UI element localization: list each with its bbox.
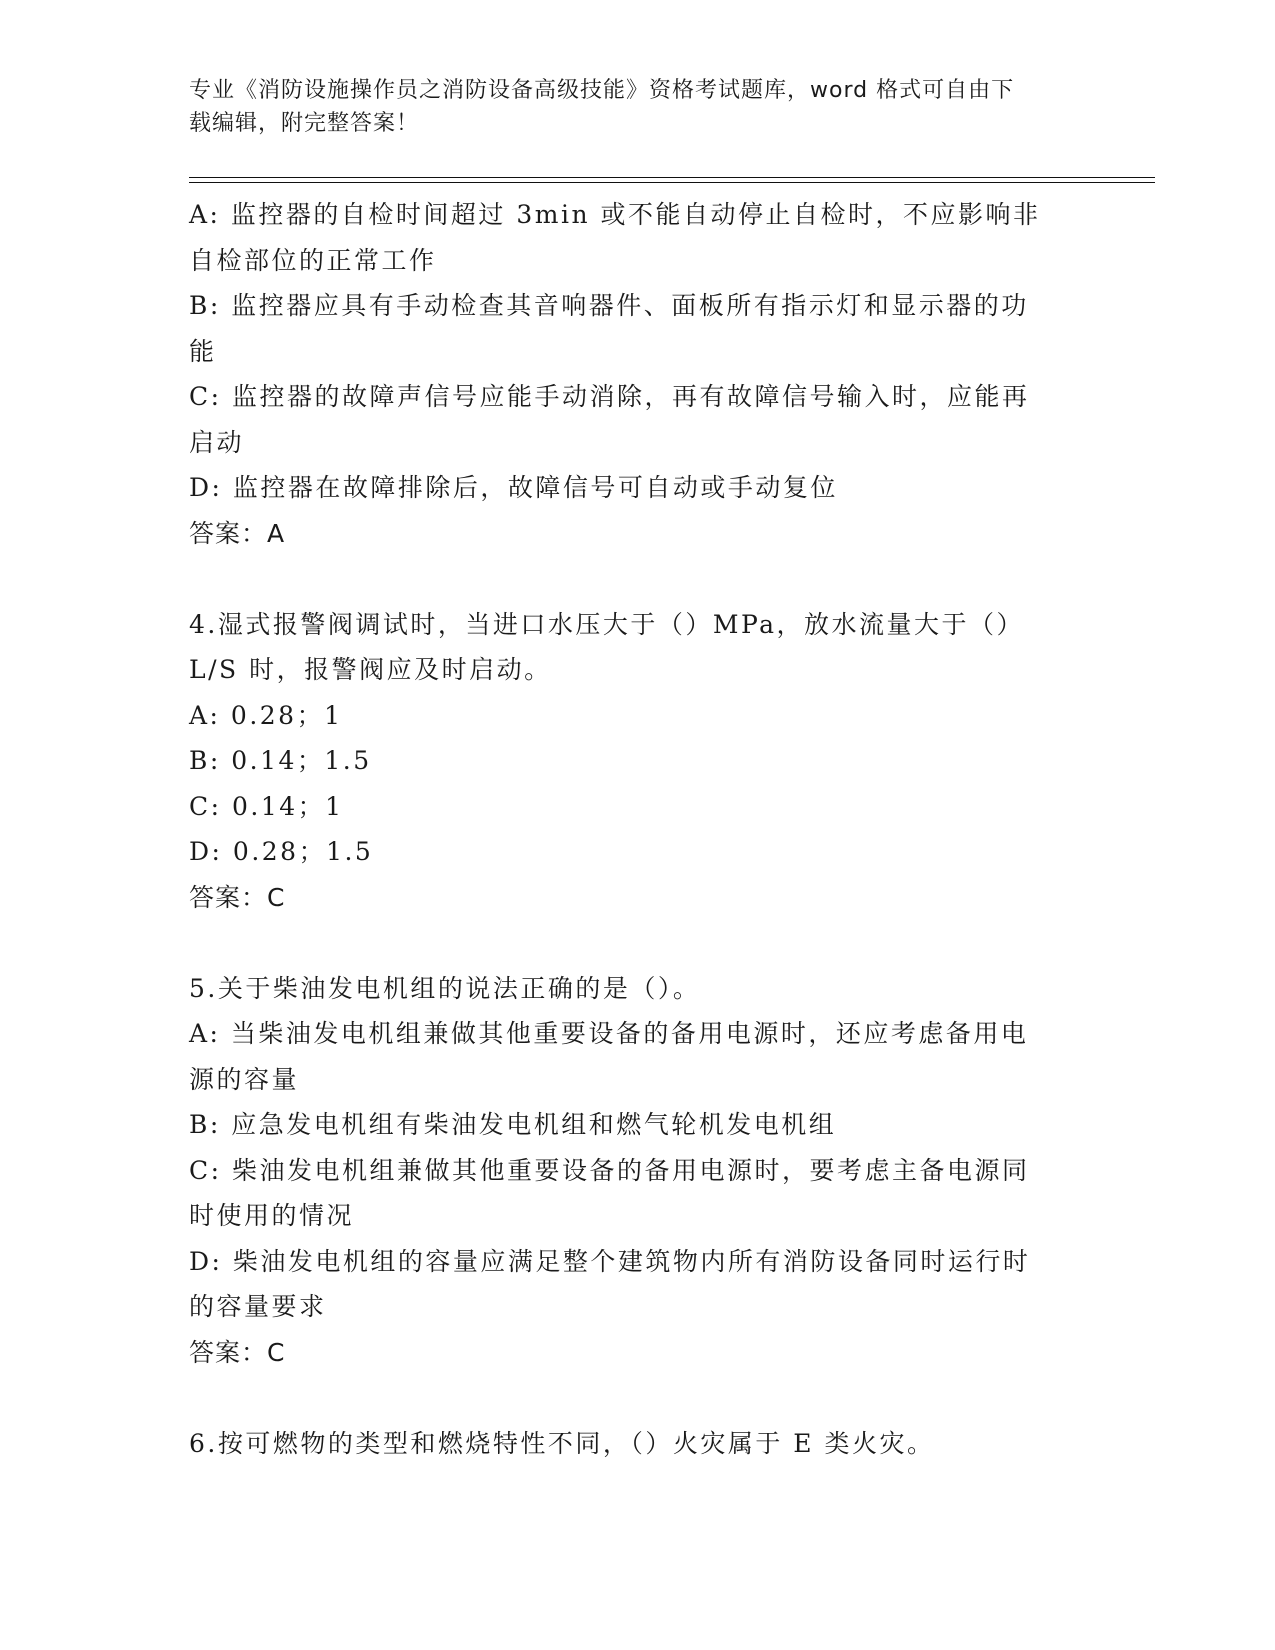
option-d: D: 监控器在故障排除后，故障信号可自动或手动复位	[189, 473, 838, 502]
option-d-line-1: D: 柴油发电机组的容量应满足整个建筑物内所有消防设备同时运行时	[189, 1246, 1031, 1276]
question-body	[189, 192, 1089, 1466]
option-a-line-1: A: 当柴油发电机组兼做其他重要设备的备用电源时，还应考虑备用电	[189, 1019, 1029, 1048]
option-a-line-2: 源的容量	[189, 1064, 300, 1094]
option-c: C: 0.14；1	[189, 791, 344, 821]
document-header	[189, 74, 1089, 140]
option-b: B: 应急发电机组有柴油发电机组和燃气轮机发电机组	[189, 1110, 837, 1139]
option-c-line-1: C: 监控器的故障声信号应能手动消除，再有故障信号输入时，应能再	[189, 382, 1030, 411]
question-5	[189, 966, 1089, 1376]
option-c-line-1: C: 柴油发电机组兼做其他重要设备的备用电源时，要考虑主备电源同	[189, 1155, 1030, 1185]
option-c-line-2: 启动	[189, 427, 245, 457]
question-6	[189, 1421, 1089, 1467]
option-b-line-1: B: 监控器应具有手动检查其音响器件、面板所有指示灯和显示器的功	[189, 291, 1029, 320]
header-line-2: 载编辑，附完整答案！	[189, 111, 420, 136]
answer-label: 答案：C	[189, 882, 286, 912]
question-4	[189, 602, 1089, 921]
answer-label: 答案：C	[189, 1337, 286, 1367]
question-3-options	[189, 192, 1089, 556]
option-d: D: 0.28；1.5	[189, 837, 374, 866]
header-line-1: 专业《消防设施操作员之消防设备高级技能》资格考试题库，word 格式可自由下	[189, 78, 1015, 103]
question-stem-line-2: L/S 时，报警阀应及时启动。	[189, 655, 552, 684]
question-spacer	[189, 920, 1089, 966]
option-b-line-2: 能	[189, 336, 217, 366]
option-c-line-2: 时使用的情况	[189, 1201, 355, 1230]
option-a: A: 0.28；1	[189, 700, 343, 730]
question-stem-line-1: 4.湿式报警阀调试时，当进口水压大于（）MPa，放水流量大于（）	[189, 609, 1025, 639]
question-spacer	[189, 556, 1089, 602]
option-a-line-2: 自检部位的正常工作	[189, 245, 437, 275]
question-spacer	[189, 1375, 1089, 1421]
question-stem: 5.关于柴油发电机组的说法正确的是（）。	[189, 973, 701, 1003]
option-a-line-1: A: 监控器的自检时间超过 3min 或不能自动停止自检时，不应影响非	[189, 200, 1041, 229]
header-divider-top	[189, 177, 1155, 178]
answer-label: 答案：A	[189, 518, 286, 548]
option-b: B: 0.14；1.5	[189, 746, 372, 775]
question-stem: 6.按可燃物的类型和燃烧特性不同，（）火灾属于 E 类火灾。	[189, 1428, 935, 1458]
header-divider-bottom	[189, 182, 1155, 183]
option-d-line-2: 的容量要求	[189, 1292, 327, 1321]
